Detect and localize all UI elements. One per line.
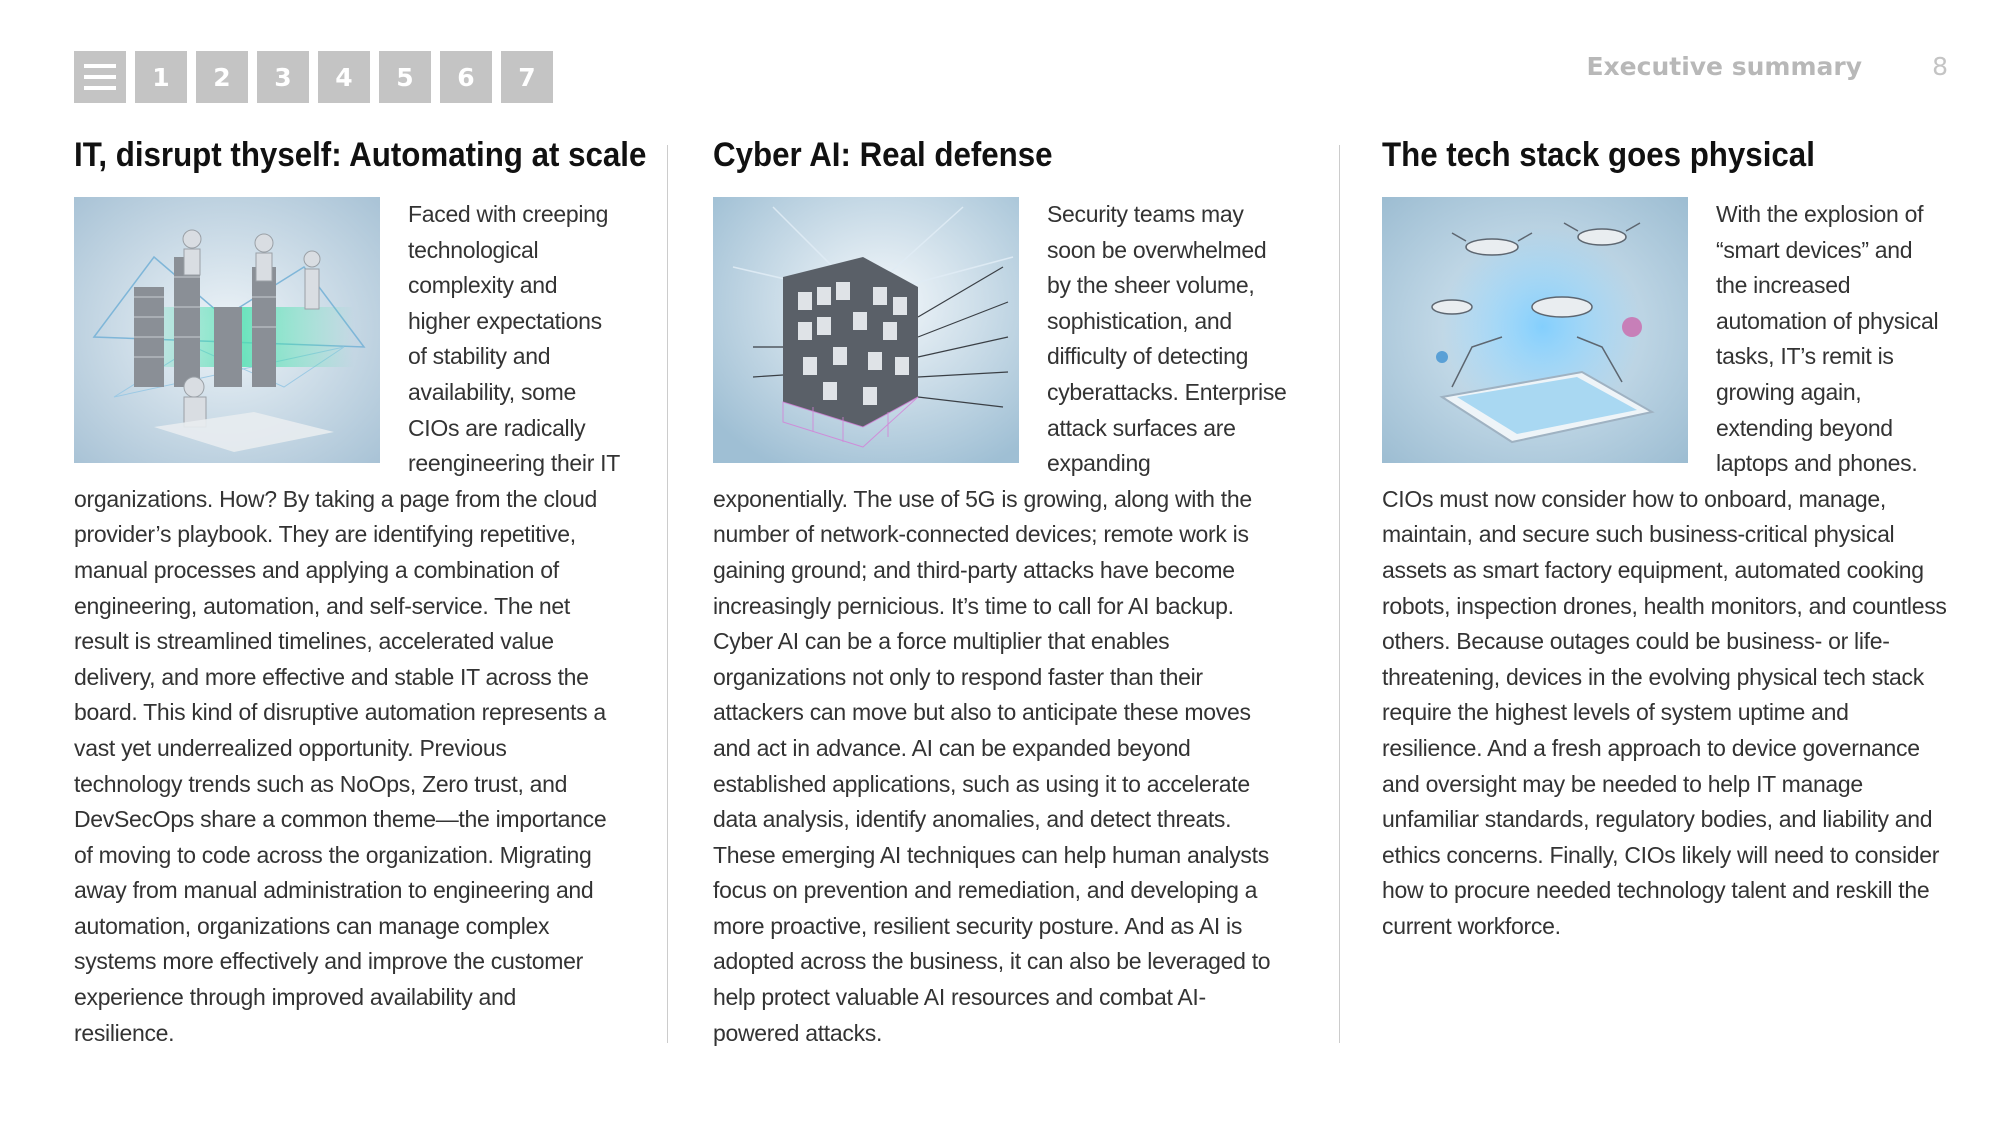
- section-title: Executive summary: [1586, 52, 1862, 81]
- column-title: IT, disrupt thyself: Automating at scale: [74, 136, 647, 174]
- page-7-button[interactable]: 7: [501, 51, 553, 103]
- column-automating-at-scale: [74, 136, 647, 1051]
- menu-button[interactable]: [74, 51, 126, 103]
- column-body-text: With the explosion of “smart devices” and the increased automation of physical tasks, IT’s remit is growing again, extending beyond laptops and phones. CIOs must now consider how to onboard, manage, maintain, and secure such business-critical physical assets as smart factory equipment, automated cooking robots, inspection drones, health monitors, and countless others. Because outages could be business- or life-threatening, devices in the evolving physical tech stack require the highest levels of system uptime and resilience. And a fresh approach to device governance and oversight may be needed to help IT manage unfamiliar standards, regulatory bodies, and liability and ethics concerns. Finally, CIOs likely will need to consider how to procure needed technology talent and reskill the current workforce.: [1382, 201, 1947, 939]
- hamburger-menu-icon: [84, 64, 116, 90]
- column-title: The tech stack goes physical: [1382, 136, 1815, 174]
- page-4-button[interactable]: 4: [318, 51, 370, 103]
- automation-robots-illustration: [74, 197, 380, 463]
- cyber-defense-cube-illustration: [713, 197, 1019, 463]
- column-divider: [1339, 145, 1340, 1043]
- page-2-button[interactable]: 2: [196, 51, 248, 103]
- column-divider: [667, 145, 668, 1043]
- column-body-text: Security teams may soon be overwhelmed by the sheer volume, sophistication, and difficulty of detecting cyberattacks. Enterprise attack surfaces are expanding exponentially. The use of 5G is growing, along with the number of network-connected devices; remote work is gaining ground; and third-party attacks have become increasingly pernicious. It’s time to call for AI backup. Cyber AI can be a force multiplier that enables organizations not only to respond faster than their attackers can move but also to anticipate these moves and act in advance. AI can be expanded beyond established applications, such as using it to accelerate data analysis, identify anomalies, and detect threats. These emerging AI techniques can help human analysts focus on prevention and remediation, and developing a more proactive, resilient security posture. And as AI is adopted across the business, it can also be leveraged to help protect valuable AI resources and combat AI-powered attacks.: [713, 201, 1287, 1046]
- column-body-text: Faced with creeping technological complexity and higher expectations of stability and availability, some CIOs are radically reengineering their IT organizations. How? By taking a page from the cloud provider’s playbook. They are identifying repetitive, manual processes and applying a combination of engineering, automation, and self-service. The net result is streamlined timelines, accelerated value delivery, and more effective and stable IT across the board. This kind of disruptive automation represents a vast yet underrealized opportunity. Previous technology trends such as NoOps, Zero trust, and DevSecOps share a common theme—the importance of moving to code across the organization. Migrating away from manual administration to engineering and automation, organizations can manage complex systems more effectively and improve the customer experience through improved availability and resilience.: [74, 201, 620, 1046]
- page-number: 8: [1932, 52, 1948, 81]
- smart-devices-drones-illustration: [1382, 197, 1688, 463]
- page-6-button[interactable]: 6: [440, 51, 492, 103]
- column-tech-stack-physical: [1382, 136, 1948, 944]
- page-1-button[interactable]: 1: [135, 51, 187, 103]
- page-5-button[interactable]: 5: [379, 51, 431, 103]
- column-cyber-ai: [713, 136, 1291, 1051]
- page-navigation: [74, 51, 553, 103]
- column-title: Cyber AI: Real defense: [713, 136, 1053, 174]
- page-3-button[interactable]: 3: [257, 51, 309, 103]
